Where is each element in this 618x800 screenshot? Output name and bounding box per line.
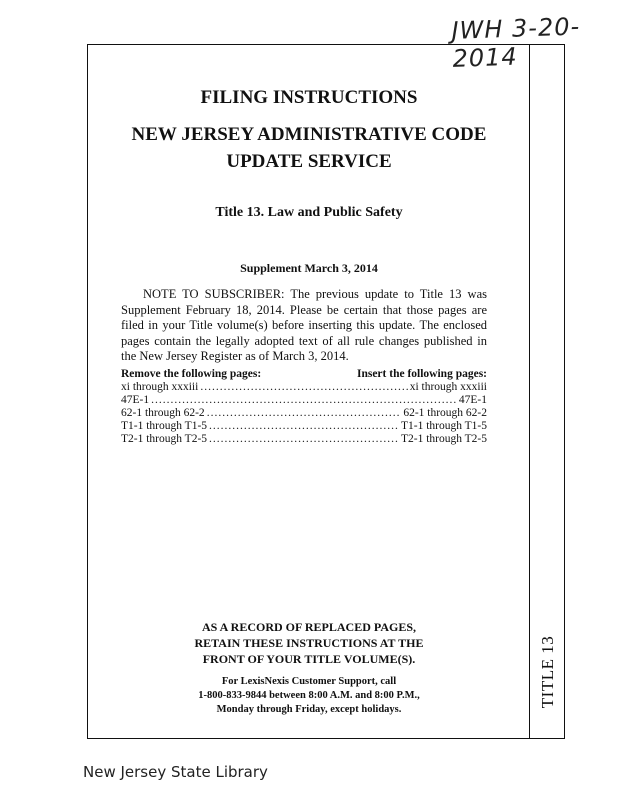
insert-pages: T1-1 through T1-5 (400, 420, 487, 432)
support-line-2: 1-800-833-9844 between 8:00 A.M. and 8:00 P.M., (198, 690, 420, 701)
subscriber-note-text: NOTE TO SUBSCRIBER: The previous update to Title 13 was Supplement February 18, 2014. Please be certain that those pages are filed in your Title volume(s) before inserting this update. The enclosed pages contain the legally adopted text of all rule changes published in the New Jersey Register as of March 3, 2014. (121, 287, 487, 363)
table-row (121, 433, 487, 446)
insert-pages: T2-1 through T2-5 (400, 433, 487, 445)
leader-dots (151, 394, 457, 407)
table-row (121, 407, 487, 420)
table-row (121, 381, 487, 394)
leader-dots (209, 420, 399, 433)
supplement-date: Supplement March 3, 2014 (240, 261, 378, 275)
pages-table-header (121, 367, 487, 381)
insert-pages: 62-1 through 62-2 (403, 407, 487, 419)
remove-pages: 47E-1 (121, 394, 150, 406)
support-line-3: Monday through Friday, except holidays. (216, 704, 402, 715)
library-stamp: New Jersey State Library (83, 763, 268, 781)
record-notice (90, 619, 528, 667)
page-subtitle (90, 121, 528, 175)
leader-dots (209, 433, 399, 446)
record-line-2: RETAIN THESE INSTRUCTIONS AT THE (194, 636, 424, 650)
insert-pages: 47E-1 (458, 394, 487, 406)
leader-dots (207, 407, 402, 420)
record-line-1: AS A RECORD OF REPLACED PAGES, (201, 620, 417, 634)
handwritten-initials-date: JWH 3-20-2014 (451, 12, 581, 73)
table-row (121, 420, 487, 433)
customer-support (90, 675, 528, 717)
table-row (121, 394, 487, 407)
side-tab-column (529, 44, 565, 739)
subtitle-line-1: NEW JERSEY ADMINISTRATIVE CODE (131, 124, 487, 145)
title-number: Title 13. Law and Public Safety (215, 205, 403, 220)
remove-pages: 62-1 through 62-2 (121, 407, 205, 419)
remove-pages: T2-1 through T2-5 (121, 433, 208, 445)
insert-pages: xi through xxxiii (409, 381, 487, 393)
side-tab-label (530, 612, 566, 732)
leader-dots (200, 381, 407, 394)
support-line-1: For LexisNexis Customer Support, call (221, 676, 397, 687)
remove-pages: T1-1 through T1-5 (121, 420, 208, 432)
subtitle-line-2: UPDATE SERVICE (226, 151, 392, 172)
subscriber-note (121, 287, 487, 365)
pages-table (121, 367, 487, 446)
remove-pages: xi through xxxiii (121, 381, 199, 393)
side-tab-text: TITLE 13 (538, 635, 558, 709)
page-title: FILING INSTRUCTIONS (200, 87, 418, 108)
insert-header: Insert the following pages: (356, 368, 487, 380)
remove-header: Remove the following pages: (121, 368, 262, 380)
record-line-3: FRONT OF YOUR TITLE VOLUME(S). (202, 652, 416, 666)
